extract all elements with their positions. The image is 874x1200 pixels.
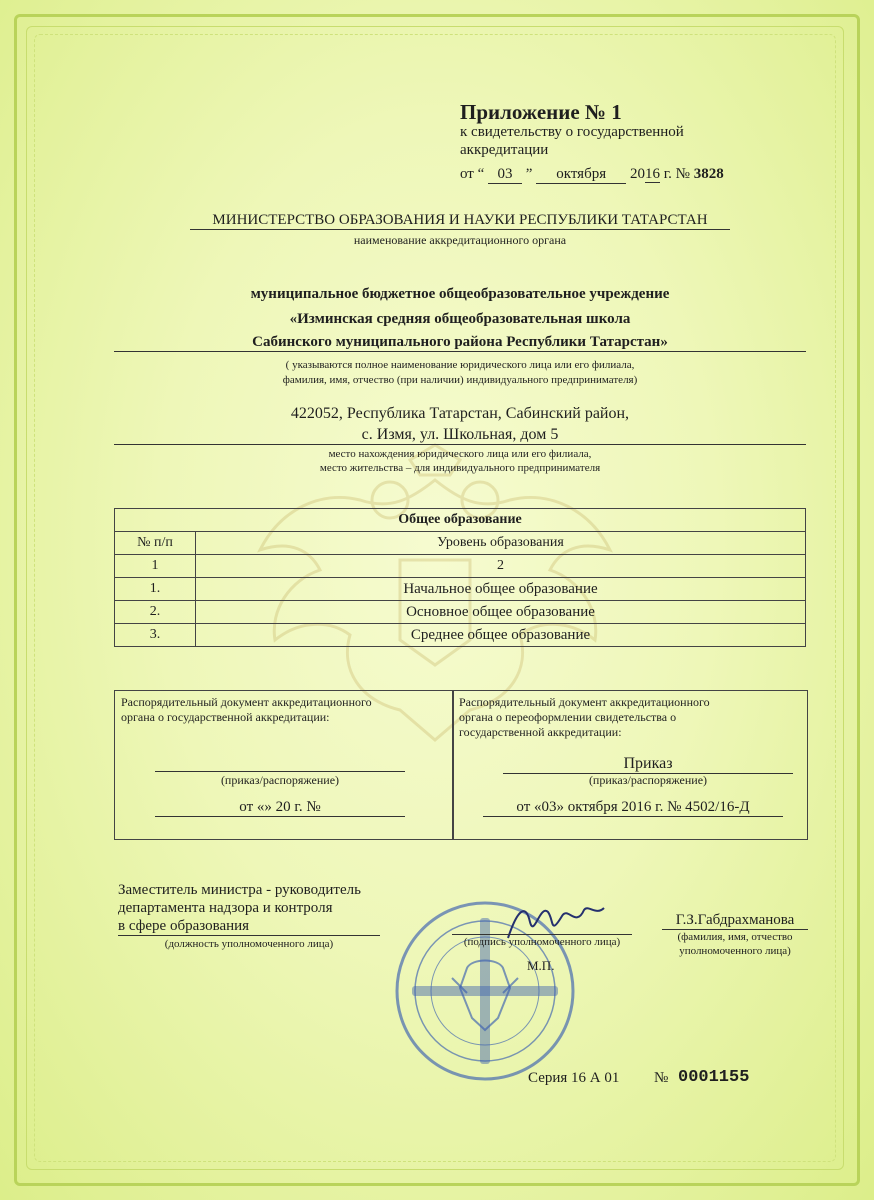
address-caption2: место жительства – для индивидуального предпринимателя xyxy=(319,462,601,474)
organization-line3: Сабинского муниципального района Республики Татарстан» xyxy=(114,334,806,352)
left-box-date-line: от «» 20 г. № xyxy=(155,799,405,817)
left-box-doc-line xyxy=(155,761,405,772)
row-level: Начальное общее образование xyxy=(196,578,806,601)
date-prefix: от “ xyxy=(460,166,485,182)
signature-line xyxy=(452,930,632,935)
series-number-label: № xyxy=(654,1070,669,1086)
row-number: 2. xyxy=(115,601,196,624)
table-row xyxy=(115,601,806,624)
signatory-position-caption: (должность уполномоченного лица) xyxy=(164,938,334,950)
table-index-row xyxy=(115,555,806,578)
signatory-name: Г.З.Габдрахманова xyxy=(662,912,808,930)
right-box-caption: (приказ/распоряжение) xyxy=(588,773,708,787)
series-number: 0001155 xyxy=(678,1068,750,1087)
right-box-doc-type: Приказ xyxy=(503,755,793,774)
left-box-caption: (приказ/распоряжение) xyxy=(220,773,340,787)
number-prefix: г. № xyxy=(663,166,690,182)
organization-line2: «Изминская средняя общеобразовательная школа xyxy=(289,311,631,327)
address-line1: 422052, Республика Татарстан, Сабинский район, xyxy=(290,405,630,422)
organization-caption1: ( указываются полное наименование юридического лица или его филиала, xyxy=(285,359,635,371)
organization-caption2: фамилия, имя, отчество (при наличии) индивидуального предпринимателя) xyxy=(282,374,638,386)
date-year-suffix: 16 xyxy=(644,166,660,182)
left-box-line1: Распорядительный документ аккредитационного xyxy=(121,695,372,709)
accreditation-decision-box xyxy=(114,690,454,840)
organization-line1: муниципальное бюджетное общеобразовательное учреждение xyxy=(250,286,670,302)
right-box-date-line: от «03» октября 2016 г. № 4502/16-Д xyxy=(483,799,783,817)
table-header-row xyxy=(115,532,806,555)
date-year-prefix: 20 xyxy=(629,166,645,182)
index-col2: 2 xyxy=(196,555,806,578)
signatory-position-line3: в сфере образования xyxy=(118,918,380,936)
address-line2: с. Измя, ул. Школьная, дом 5 xyxy=(114,426,806,445)
signature-caption: (подпись уполномоченного лица) xyxy=(463,936,621,948)
row-number: 1. xyxy=(115,578,196,601)
signatory-name-caption2: уполномоченного лица) xyxy=(679,945,791,957)
education-levels-table xyxy=(114,508,806,647)
index-col1: 1 xyxy=(115,555,196,578)
seal-label: М.П. xyxy=(527,958,555,973)
row-number: 3. xyxy=(115,624,196,647)
appendix-subtitle-line2: аккредитации xyxy=(460,142,549,158)
table-title: Общее образование xyxy=(115,509,806,532)
date-day: 03 xyxy=(488,166,522,184)
table-row xyxy=(115,578,806,601)
appendix-date xyxy=(460,166,724,184)
reissue-decision-box xyxy=(452,690,808,840)
table-title-row xyxy=(115,509,806,532)
header-level: Уровень образования xyxy=(196,532,806,555)
signatory-name-caption1: (фамилия, имя, отчество xyxy=(677,931,793,943)
row-level: Среднее общее образование xyxy=(196,624,806,647)
table-row xyxy=(115,624,806,647)
left-box-line2: органа о государственной аккредитации: xyxy=(121,710,330,724)
series-label: Серия 16 А 01 xyxy=(528,1070,620,1086)
authority-caption: наименование аккредитационного органа xyxy=(353,233,567,247)
certificate-number: 3828 xyxy=(693,166,724,182)
right-box-line2: органа о переоформлении свидетельства о xyxy=(459,710,677,724)
appendix-subtitle-line1: к свидетельству о государственной xyxy=(460,124,684,140)
right-box-line1: Распорядительный документ аккредитационного xyxy=(459,695,710,709)
date-mid: ” xyxy=(525,166,533,182)
appendix-title: Приложение № 1 xyxy=(460,100,622,124)
address-caption1: место нахождения юридического лица или его филиала, xyxy=(328,448,592,460)
header-number: № п/п xyxy=(115,532,196,555)
right-box-line3: государственной аккредитации: xyxy=(459,725,622,739)
authority-name: МИНИСТЕРСТВО ОБРАЗОВАНИЯ И НАУКИ РЕСПУБЛИКИ ТАТАРСТАН xyxy=(190,212,730,230)
date-month: октября xyxy=(536,166,626,184)
signatory-position-line1: Заместитель министра - руководитель xyxy=(118,882,361,898)
signatory-position-line2: департамента надзора и контроля xyxy=(118,900,333,916)
row-level: Основное общее образование xyxy=(196,601,806,624)
